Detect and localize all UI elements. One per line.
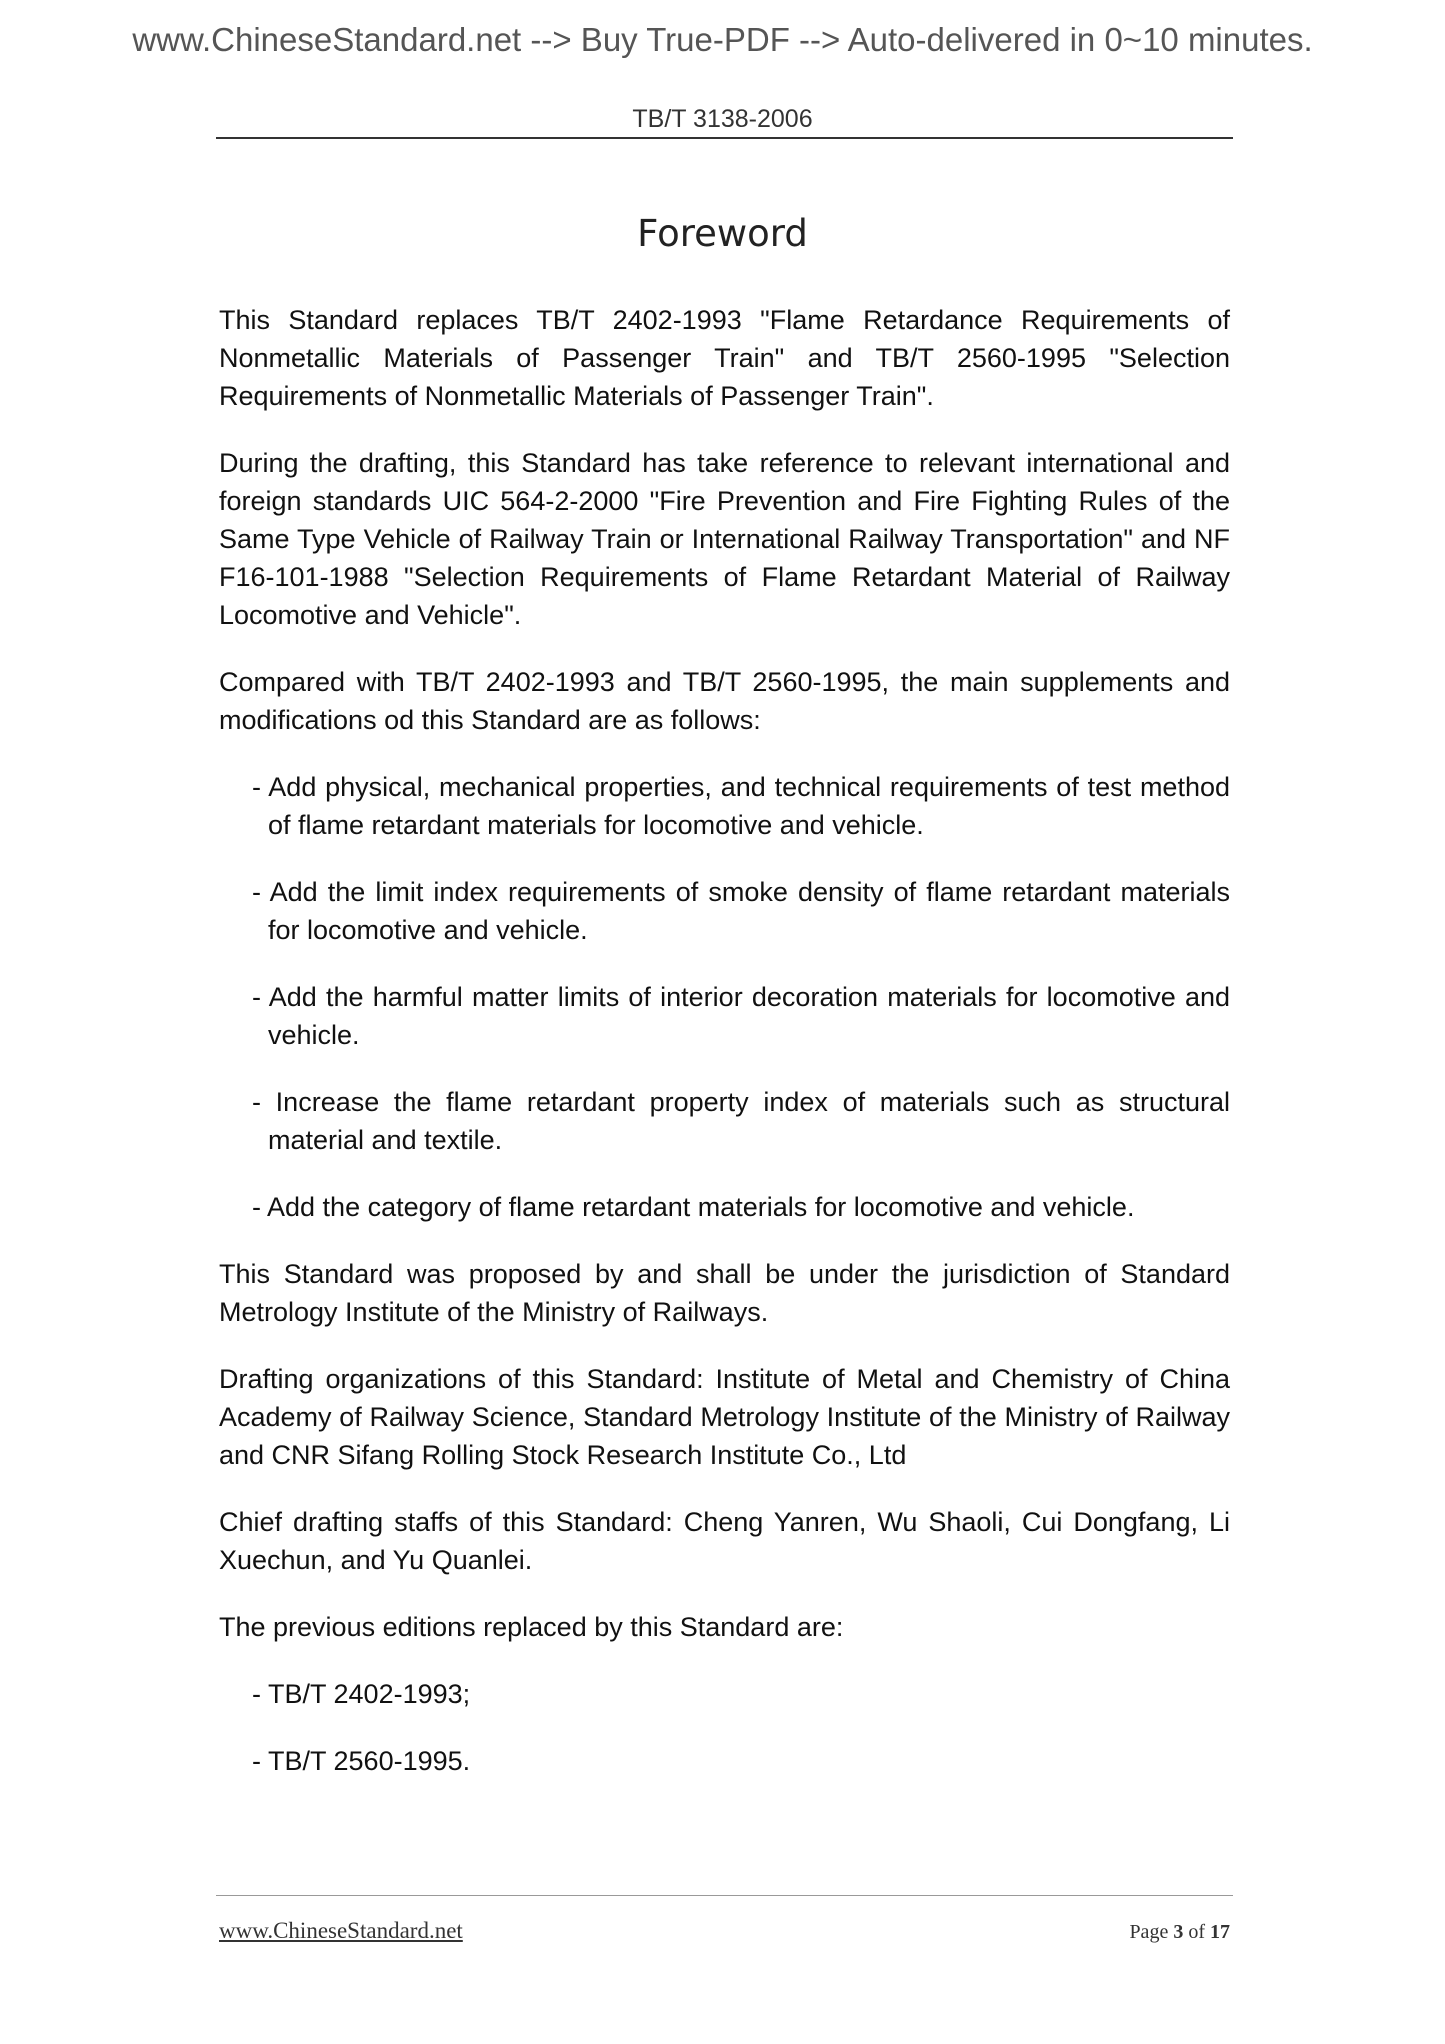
previous-edition-item: - TB/T 2560-1995. xyxy=(252,1746,471,1776)
header-divider xyxy=(216,137,1233,139)
page-title: Foreword xyxy=(637,212,808,255)
jurisdiction-paragraph: This Standard was proposed by and shall be under the jurisdiction of Standard Metrology Institute of the Ministry of Railways. xyxy=(219,1259,1230,1327)
of-label: of xyxy=(1188,1921,1205,1943)
change-item: - Increase the flame retardant property index of materials such as structural material and textile. xyxy=(252,1087,1230,1155)
footer-divider xyxy=(216,1895,1233,1896)
drafting-staff-paragraph: Chief drafting staffs of this Standard: Cheng Yanren, Wu Shaoli, Cui Dongfang, Li Xuechun, and Yu Quanlei. xyxy=(219,1507,1230,1575)
change-item: - Add the harmful matter limits of interior decoration materials for locomotive and vehicle. xyxy=(252,982,1230,1050)
previous-edition-item: - TB/T 2402-1993; xyxy=(252,1679,471,1709)
page-label: Page xyxy=(1129,1921,1169,1943)
change-item: - Add the category of flame retardant materials for locomotive and vehicle. xyxy=(252,1192,1135,1222)
total-pages-number: 17 xyxy=(1210,1921,1230,1943)
previous-editions-intro: The previous editions replaced by this Standard are: xyxy=(219,1612,844,1642)
footer-site-link[interactable]: www.ChineseStandard.net xyxy=(219,1918,463,1943)
replacement-paragraph: This Standard replaces TB/T 2402-1993 "Flame Retardance Requirements of Nonmetallic Materials of Passenger Train" and TB/T 2560-1995 "Selection Requirements of Nonmetallic Materials of Passenger Train". xyxy=(219,305,1230,411)
comparison-paragraph: Compared with TB/T 2402-1993 and TB/T 2560-1995, the main supplements and modifications od this Standard are as follows: xyxy=(219,667,1230,735)
reference-paragraph: During the drafting, this Standard has take reference to relevant international and foreign standards UIC 564-2-2000 "Fire Prevention and Fire Fighting Rules of the Same Type Vehicle of Railway Train or International Railway Transportation" and NF F16-101-1988 "Selection Requirements of Flame Retardant Material of Railway Locomotive and Vehicle". xyxy=(219,448,1230,630)
document-code: TB/T 3138-2006 xyxy=(632,105,813,133)
change-item: - Add the limit index requirements of smoke density of flame retardant materials for locomotive and vehicle. xyxy=(252,877,1230,945)
foreword-body xyxy=(219,301,1230,1809)
change-item: - Add physical, mechanical properties, and technical requirements of test method of flame retardant materials for locomotive and vehicle. xyxy=(252,772,1230,840)
drafting-organizations-paragraph: Drafting organizations of this Standard: Institute of Metal and Chemistry of China Academy of Railway Science, Standard Metrology Institute of the Ministry of Railway and CNR Sifang Rolling Stock Research Institute Co., Ltd xyxy=(219,1364,1230,1470)
current-page-number: 3 xyxy=(1173,1921,1184,1943)
page-indicator xyxy=(1129,1918,1230,1946)
site-banner[interactable]: www.ChineseStandard.net --> Buy True-PDF --> Auto-delivered in 0~10 minutes. xyxy=(132,21,1313,58)
